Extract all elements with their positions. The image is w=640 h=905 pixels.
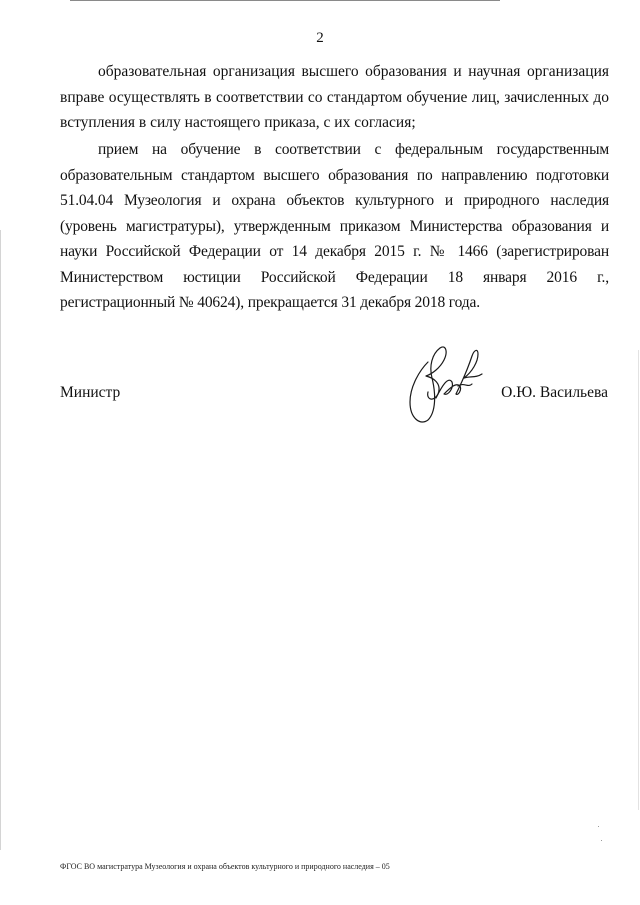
scan-speck <box>598 826 599 827</box>
scan-edge-right <box>638 350 639 810</box>
signatory-title: Министр <box>60 384 121 401</box>
scan-edge-left <box>0 230 1 850</box>
page-number: 2 <box>316 30 324 46</box>
paragraph-1-text: образовательная организация высшего образования и научная организация вправе осуществлять в соответствии со стандартом обучение лиц, зачисленных до вступления в силу настоящего приказа, с их согласия; <box>60 63 609 131</box>
scan-speck <box>601 840 602 841</box>
scan-edge-top <box>70 0 500 1</box>
paragraph-2-text: прием на обучение в соответствии с федеральным государственным образовательным стандартом высшего образования по направлению подготовки 51.04.04 Музеология и охрана объектов культурного и природного наследия (уровень магистратуры), утвержденным приказом Министерства образования и науки Российской Федерации от 14 декабря 2015 г. № 1466 (зарегистрирован Министерством юстиции Российской Федерации 18 января 2016 г., регистрационный № 40624), прекращается 31 декабря 2018 года. <box>60 141 609 311</box>
document-footer: ФГОС ВО магистратура Музеология и охрана объектов культурного и природного наследия – 05 <box>60 862 390 871</box>
paragraph-2 <box>60 137 609 316</box>
handwritten-signature <box>398 342 498 430</box>
paragraph-1 <box>60 59 609 136</box>
signatory-name: О.Ю. Васильева <box>501 384 608 401</box>
